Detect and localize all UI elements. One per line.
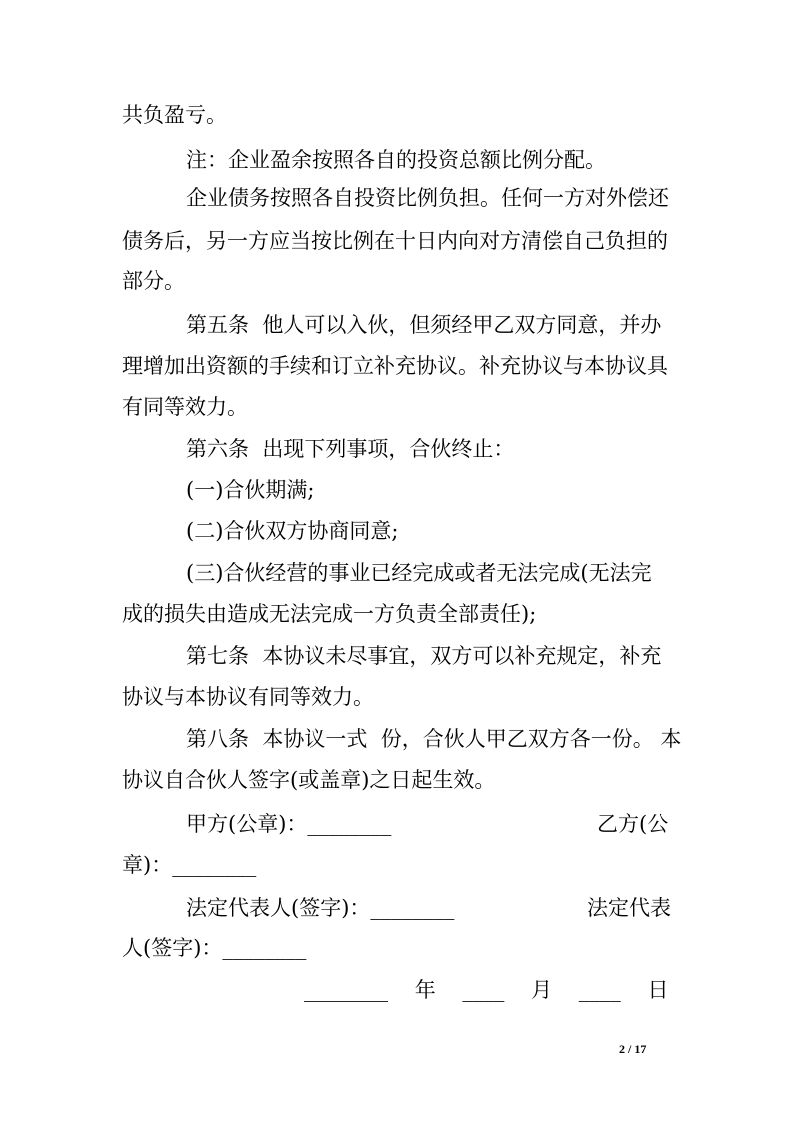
page-number: 2 / 17	[619, 1042, 647, 1056]
text-line: 债务后，另一方应当按比例在十日内向对方清偿自己负担的	[122, 229, 668, 253]
text-line: (一)合伙期满;	[186, 478, 315, 502]
text-line: 协议自合伙人签字(或盖章)之日起生效。	[122, 768, 496, 792]
text-line: 第六条 出现下列事项，合伙终止：	[186, 437, 515, 461]
text-line: 协议与本协议有同等效力。	[122, 685, 374, 709]
signature-party-b-cont: 章)：________	[122, 853, 257, 877]
text-line: 理增加出资额的手续和订立补充协议。补充协议与本协议具	[122, 354, 668, 378]
text-line: (二)合伙双方协商同意;	[186, 519, 399, 543]
text-line: 有同等效力。	[122, 395, 248, 419]
legal-rep-b-cont: 人(签字)：________	[122, 936, 307, 960]
text-line: 第七条 本协议未尽事宜，双方可以补充规定，补充	[186, 644, 662, 668]
text-line: 共负盈亏。	[122, 103, 227, 127]
text-line: 第五条 他人可以入伙，但须经甲乙双方同意，并办	[186, 313, 662, 337]
legal-rep-a: 法定代表人(签字)：________	[186, 896, 455, 920]
date-line: ________ 年 ____ 月 ____ 日	[304, 978, 669, 1002]
text-line: 注：企业盈余按照各自的投资总额比例分配。	[186, 148, 606, 172]
legal-rep-b: 法定代表	[587, 896, 671, 920]
text-line: 企业债务按照各自投资比例负担。任何一方对外偿还	[186, 186, 669, 210]
text-line: 成的损失由造成无法完成一方负责全部责任);	[122, 602, 537, 626]
signature-party-a: 甲方(公章)：________	[186, 812, 392, 836]
text-line: 第八条 本协议一式 份，合伙人甲乙双方各一份。 本	[186, 727, 682, 751]
signature-party-b: 乙方(公	[597, 812, 669, 836]
text-line: 部分。	[122, 269, 185, 293]
text-line: (三)合伙经营的事业已经完成或者无法完成(无法完	[186, 561, 652, 585]
